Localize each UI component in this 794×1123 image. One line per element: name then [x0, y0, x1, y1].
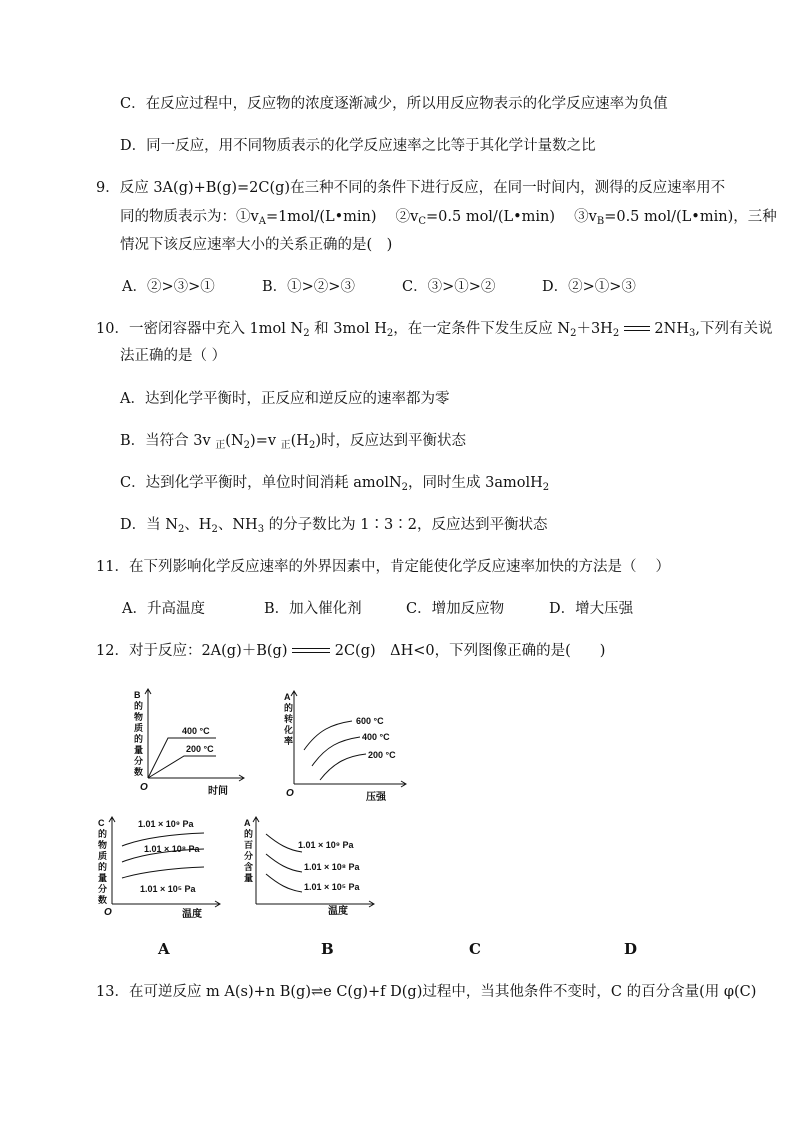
svg-text:分: 分	[98, 884, 108, 894]
svg-text:百: 百	[244, 840, 254, 850]
q12-letter-b: B	[321, 940, 334, 958]
equilibrium-arrow-icon	[624, 324, 650, 334]
q11-options	[122, 599, 633, 619]
svg-text:数: 数	[134, 767, 144, 777]
graph-a-label-200: 200 °C	[186, 744, 214, 754]
svg-text:化: 化	[284, 725, 294, 735]
graph-d-curve-1e5	[266, 874, 302, 892]
graph-b-curve-600	[304, 721, 352, 750]
svg-text:C: C	[98, 818, 105, 828]
graph-d-label-1e8: 1.01 × 10⁸ Pa	[304, 862, 360, 872]
q8-option-d: D．同一反应，用不同物质表示的化学反应速率之比等于其化学计量数之比	[120, 138, 596, 154]
graph-d	[240, 814, 380, 922]
svg-text:的: 的	[134, 701, 144, 711]
q12-answer-letters	[0, 940, 794, 960]
svg-text:量: 量	[98, 873, 108, 883]
q9-option-b: B．①>②>③	[262, 279, 355, 295]
q11-option-b: B．加入催化剂	[264, 601, 362, 617]
q11-option-a: A．升高温度	[122, 601, 205, 617]
svg-text:B: B	[134, 690, 141, 700]
graph-b-label-200: 200 °C	[368, 750, 396, 760]
equilibrium-arrow-icon	[292, 646, 330, 656]
graph-c-label-1e5: 1.01 × 10⁵ Pa	[140, 884, 196, 894]
q12-letter-d: D	[624, 940, 638, 958]
svg-text:质: 质	[98, 851, 108, 861]
q12-letter-c: C	[469, 940, 481, 958]
q11-stem: 11．在下列影响化学反应速率的外界因素中，肯定能使化学反应速率加快的方法是（ ）	[96, 559, 671, 575]
svg-text:的: 的	[134, 734, 144, 744]
svg-text:A: A	[284, 692, 291, 702]
q10-option-d: D．当 $N_2$、$H_2$、$NH_3$ 的分子数比为 1∶3∶2，反应达到平衡状态	[120, 517, 548, 535]
svg-text:物: 物	[134, 712, 144, 722]
q9-stem-line2: 同的物质表示为：$①v_A=1mol/(L•\min)$ $②v_C=0.5$ mol/(L•min) $③v_B=0.5$ mol/(L•min)，三种	[120, 209, 777, 227]
svg-text:量: 量	[244, 873, 254, 883]
graph-a-ylabel	[133, 690, 143, 777]
graph-b-origin: O	[286, 788, 294, 799]
q9-option-a: A．②>③>①	[122, 279, 215, 295]
svg-text:含: 含	[244, 862, 254, 872]
graph-d-curve-1e8	[266, 854, 302, 872]
graph-d-label-1e5: 1.01 × 10⁵ Pa	[304, 882, 360, 892]
q13-stem-line1: 13．在可逆反应 m A(s)+n B(g)⇌e C(g)+f D(g)过程中，当其他条件不变时，C 的百分含量(用 φ(C)	[96, 984, 757, 1000]
svg-text:物: 物	[98, 840, 108, 850]
graph-b-xlabel: 压强	[366, 792, 386, 803]
graph-b-ylabel	[283, 692, 293, 746]
svg-text:分: 分	[134, 756, 144, 766]
svg-text:的: 的	[98, 862, 108, 872]
svg-text:A: A	[244, 818, 251, 828]
q9-option-c: C．③>①>②	[402, 279, 496, 295]
svg-text:转: 转	[284, 714, 294, 724]
graph-c-xlabel: 温度	[182, 909, 202, 920]
q9-options	[122, 277, 636, 297]
graph-d-xlabel: 温度	[328, 906, 348, 917]
q12-stem: 12．对于反应：2A(g)＋B(g) 2C(g) ΔH<0，下列图像正确的是( )	[96, 643, 606, 659]
q10-stem-line2: 法正确的是（ ）	[120, 348, 227, 364]
q9-stem-line1: 9．反应 3A(g)+B(g)=2C(g)在三种不同的条件下进行反应，在同一时间内，测得的反应速率用不	[96, 180, 726, 196]
svg-text:率: 率	[284, 736, 294, 746]
svg-text:数: 数	[98, 895, 108, 905]
graph-c-ylabel	[97, 818, 107, 905]
graph-b	[280, 688, 410, 804]
q9-stem-line3: 情况下该反应速率大小的关系正确的是( )	[120, 237, 393, 253]
q10-stem-line1: 10．一密闭容器中充入 1mol $N_2$ 和 3mol $H_2$，在一定条件下发生反应 $N_2+3H_2$ $2NH_3$,下列有关说	[96, 321, 773, 339]
q8-option-c: C．在反应过程中，反应物的浓度逐渐减少，所以用反应物表示的化学反应速率为负值	[120, 96, 668, 112]
svg-text:量: 量	[134, 745, 144, 755]
graph-d-label-1e9: 1.01 × 10⁹ Pa	[298, 840, 354, 850]
graph-b-label-600: 600 °C	[356, 716, 384, 726]
q10-option-a: A．达到化学平衡时，正反应和逆反应的速率都为零	[120, 391, 450, 407]
svg-text:的: 的	[98, 829, 108, 839]
graph-a-curve-200	[148, 756, 216, 778]
graph-b-curve-200	[320, 754, 366, 780]
q10-option-b: B．当符合 3v $_正(N_2)=v$ $_正(H_2)$时，反应达到平衡状态	[120, 433, 466, 451]
graph-b-label-400: 400 °C	[362, 732, 390, 742]
graph-c-origin: O	[104, 907, 112, 918]
graph-d-curve-1e9	[266, 834, 302, 852]
graph-a	[128, 686, 248, 802]
q9-option-d: D．②>①>③	[542, 279, 636, 295]
q11-option-c: C．增加反应物	[406, 601, 505, 617]
svg-text:的: 的	[244, 829, 254, 839]
graph-a-origin: O	[140, 782, 148, 793]
graph-c-curve-1e5	[122, 867, 204, 878]
svg-text:的: 的	[284, 703, 294, 713]
graph-c-label-1e8: 1.01 × 10⁸ Pa	[144, 844, 200, 854]
q11-option-d: D．增大压强	[549, 601, 634, 617]
q12-letter-a: A	[158, 940, 170, 958]
graph-b-curve-400	[312, 737, 360, 766]
q10-option-c: C．达到化学平衡时，单位时间消耗 amolN$_2$，同时生成 3amolH$_2$	[120, 475, 550, 493]
svg-text:质: 质	[134, 723, 144, 733]
svg-text:分: 分	[244, 851, 254, 861]
graph-a-label-400: 400 °C	[182, 726, 210, 736]
graph-d-ylabel	[243, 818, 253, 883]
graph-c-label-1e9: 1.01 × 10⁹ Pa	[138, 819, 194, 829]
graph-c	[94, 816, 224, 922]
graph-a-xlabel: 时间	[208, 786, 228, 797]
